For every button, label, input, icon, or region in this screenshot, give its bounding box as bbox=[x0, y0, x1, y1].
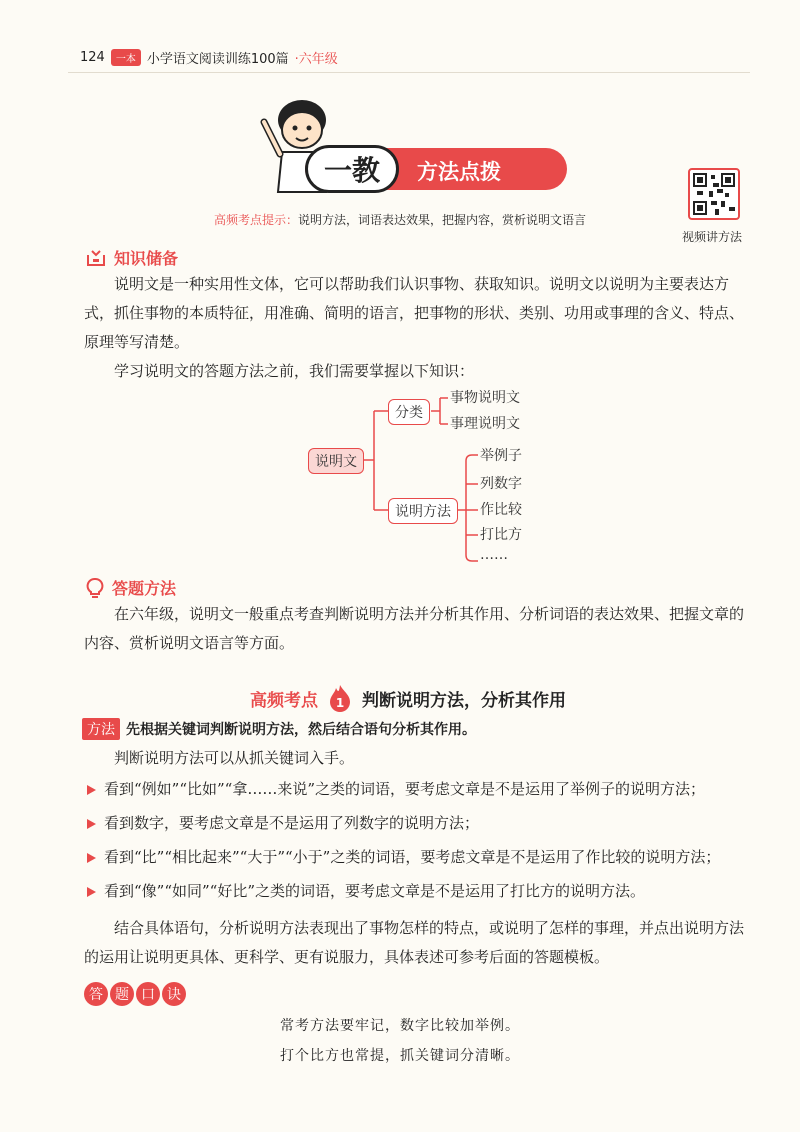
conclusion-paragraph: 结合具体语句，分析说明方法表现出了事物怎样的特点，或说明了怎样的事理，并点出说明方法的运用让说明更具体、更科学、更有说服力，具体表述可参考后面的答题模板。 bbox=[84, 919, 745, 966]
bullet-item: 看到“例如”“比如”“拿……来说”之类的词语，要考虑文章是不是运用了举例子的说明方法； bbox=[84, 775, 752, 804]
tree-branch-methods: 说明方法 bbox=[388, 498, 458, 524]
exam-tip-key: 高频考点提示： bbox=[214, 213, 299, 227]
teaching-banner bbox=[305, 145, 567, 193]
tree-leaf: 事物说明文 bbox=[450, 390, 520, 406]
conclusion-body bbox=[84, 914, 752, 972]
method-text: 先根据关键词判断说明方法，然后结合语句分析其作用。 bbox=[126, 722, 476, 738]
answer-method-paragraph: 在六年级，说明文一般重点考查判断说明方法并分析其作用、分析词语的表达效果、把握文章的内容、赏析说明文语言等方面。 bbox=[84, 605, 745, 652]
qr-code-icon bbox=[693, 173, 735, 215]
knowledge-paragraph-2: 学习说明文的答题方法之前，我们需要掌握以下知识： bbox=[114, 362, 475, 380]
exam-tip-text: 说明方法，词语表达效果，把握内容，赏析说明文语言 bbox=[298, 213, 587, 227]
answer-method-section-title bbox=[86, 576, 176, 599]
expository-tree-diagram bbox=[300, 385, 540, 575]
knowledge-section-title bbox=[86, 246, 178, 269]
lightbulb-icon bbox=[86, 578, 104, 598]
tree-leaf: 事理说明文 bbox=[450, 416, 520, 432]
knowledge-box-icon bbox=[86, 249, 106, 267]
qr-caption: 视频讲方法 bbox=[682, 230, 743, 244]
exam-tip bbox=[214, 211, 586, 228]
brand-badge: 一本 bbox=[111, 49, 141, 66]
tree-leaf: 打比方 bbox=[480, 527, 522, 543]
mnemonic-char: 口 bbox=[136, 982, 160, 1006]
knowledge-title: 知识储备 bbox=[114, 249, 179, 268]
qr-code[interactable] bbox=[688, 168, 740, 220]
book-title: 小学语文阅读训练100篇 bbox=[146, 52, 289, 67]
bullet-item: 看到数字，要考虑文章是不是运用了列数字的说明方法； bbox=[84, 809, 752, 838]
high-freq-number: 1 bbox=[335, 696, 345, 710]
verse-line-2: 打个比方也常提，抓关键词分清晰。 bbox=[280, 1048, 520, 1064]
banner-label: 方法点拨 bbox=[417, 160, 501, 184]
intro-paragraph: 判断说明方法可以从抓关键词入手。 bbox=[114, 749, 355, 767]
bullet-item: 看到“像”“如同”“好比”之类的词语，要考虑文章是不是运用了打比方的说明方法。 bbox=[84, 877, 752, 906]
header-divider bbox=[68, 72, 750, 73]
method-line bbox=[82, 718, 476, 740]
tree-leaf: 举例子 bbox=[480, 448, 522, 464]
high-freq-heading bbox=[250, 684, 566, 712]
verse-line-1: 常考方法要牢记，数字比较加举例。 bbox=[280, 1018, 520, 1034]
method-tag: 方法 bbox=[82, 718, 120, 740]
high-freq-label: 高频考点 bbox=[250, 690, 318, 711]
page-header bbox=[80, 48, 338, 67]
tree-branch-classification: 分类 bbox=[388, 399, 430, 425]
answer-method-title: 答题方法 bbox=[112, 579, 177, 598]
tree-leaf: 作比较 bbox=[480, 502, 522, 518]
high-freq-title: 判断说明方法，分析其作用 bbox=[362, 690, 566, 711]
knowledge-body bbox=[84, 270, 752, 386]
page-number: 124 bbox=[80, 50, 105, 65]
mnemonic-char: 答 bbox=[84, 982, 108, 1006]
mnemonic-badge bbox=[84, 982, 186, 1006]
intro-body bbox=[84, 744, 752, 773]
tree-leaf: …… bbox=[480, 547, 508, 563]
mnemonic-char: 诀 bbox=[162, 982, 186, 1006]
flame-number-icon bbox=[328, 684, 352, 712]
bullet-item: 看到“比”“相比起来”“大于”“小于”之类的词语，要考虑文章是不是运用了作比较的说明方法； bbox=[84, 843, 752, 872]
keyword-bullets bbox=[84, 775, 752, 911]
banner-circle: 一教 bbox=[305, 145, 399, 193]
mnemonic-char: 题 bbox=[110, 982, 134, 1006]
tree-root: 说明文 bbox=[308, 448, 364, 474]
knowledge-paragraph-1: 说明文是一种实用性文体，它可以帮助我们认识事物、获取知识。说明文以说明为主要表达方式，抓住事物的本质特征，用准确、简明的语言，把事物的形状、类别、功用或事理的含义、特点、原理等写清楚。 bbox=[84, 275, 745, 351]
tree-leaf: 列数字 bbox=[480, 476, 522, 492]
grade-label: ·六年级 bbox=[294, 52, 338, 67]
answer-method-body bbox=[84, 600, 752, 658]
